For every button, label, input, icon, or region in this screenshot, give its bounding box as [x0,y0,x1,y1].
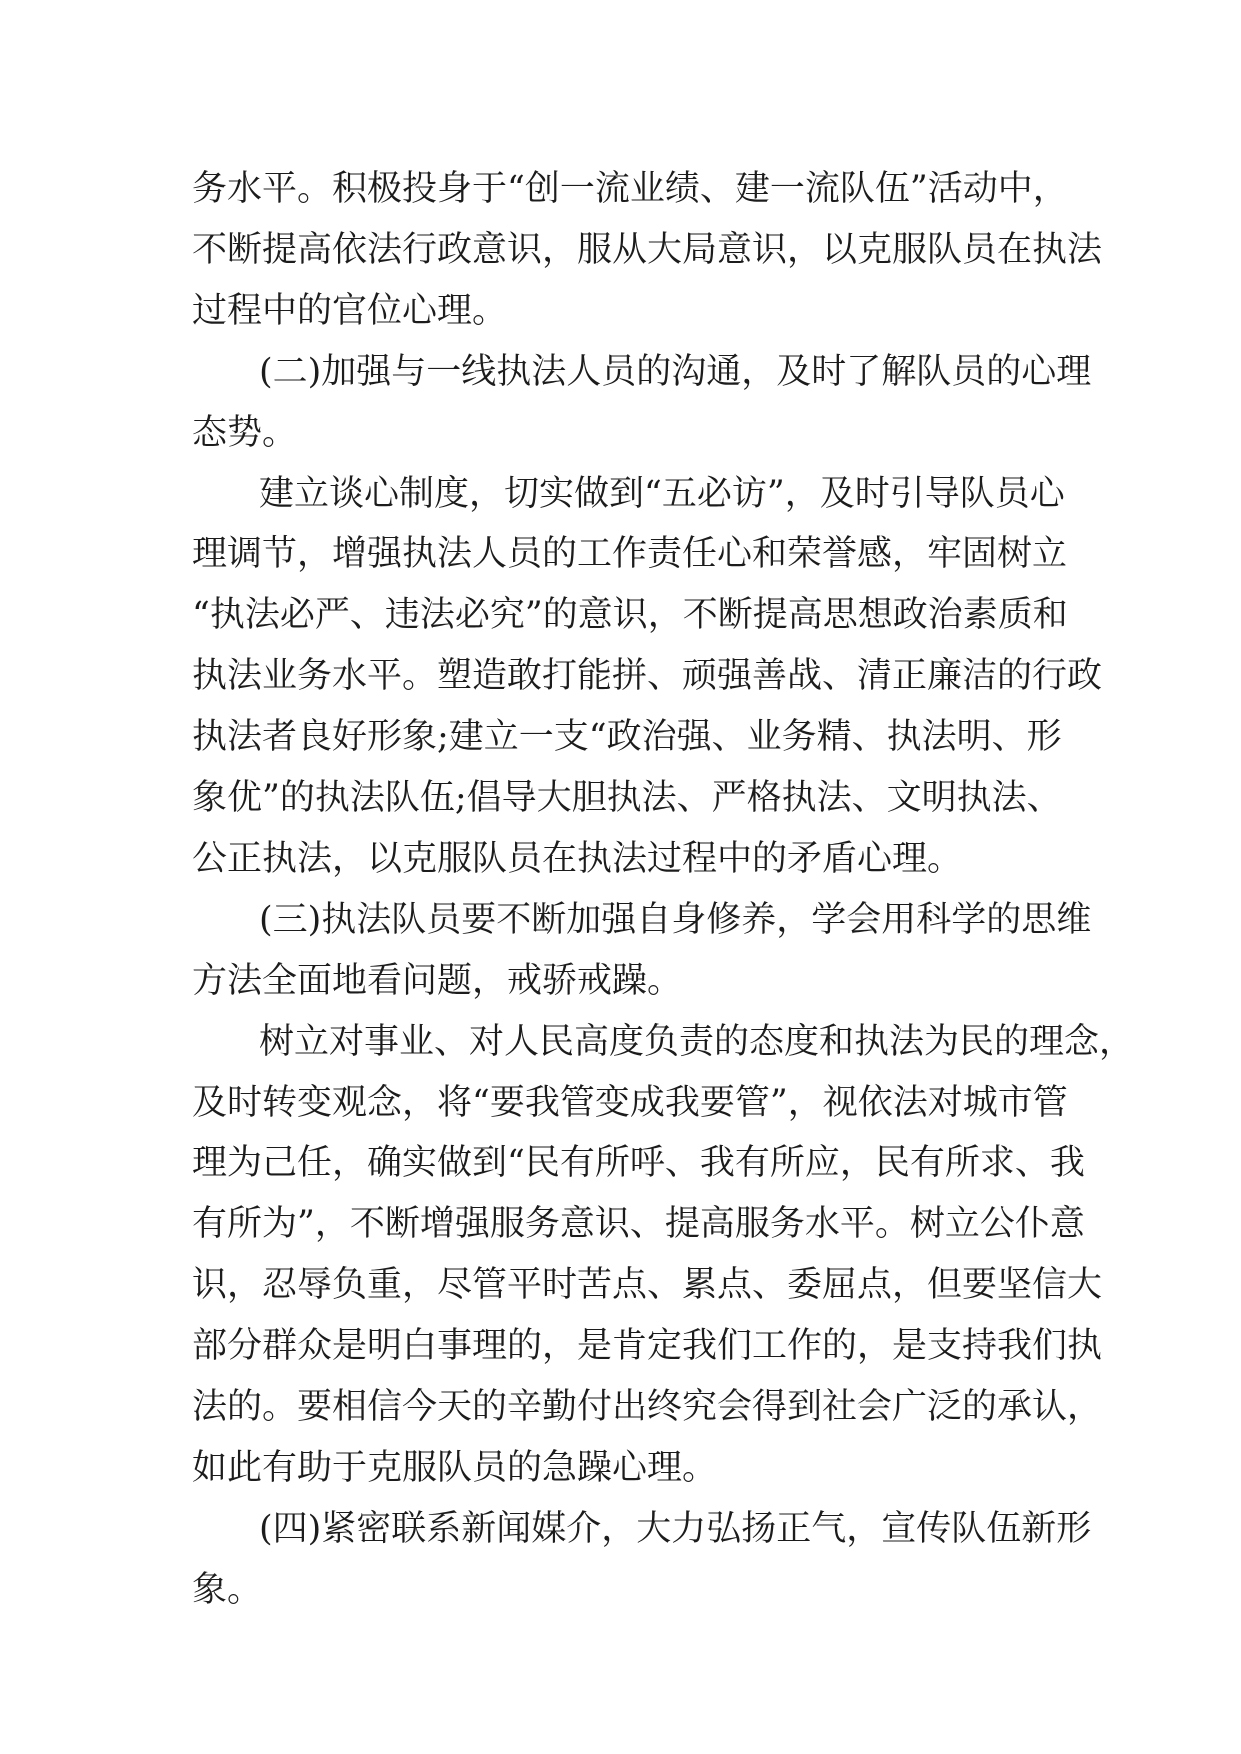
text-line: 务水平。积极投身于“创一流业绩、建一流队伍”活动中， [192,169,1068,209]
text-line: 有所为”，不断增强服务意识、提高服务水平。树立公仆意 [192,1204,1085,1245]
text-line: 及时转变观念，将“要我管变成我要管”，视依法对城市管 [192,1082,1068,1123]
text-line: 方法全面地看问题，戒骄戒躁。 [192,960,683,1001]
text-line: “执法必严、违法必究”的意识，不断提高思想政治素质和 [192,595,1068,636]
text-line: 识，忍辱负重，尽管平时苦点、累点、委屈点，但要坚信大 [192,1265,1103,1306]
text-line: 态势。 [192,412,298,453]
text-line: 部分群众是明白事理的，是肯定我们工作的，是支持我们执 [192,1326,1103,1367]
text-line: 如此有助于克服队员的急躁心理。 [192,1447,718,1488]
text-line: 理为己任，确实做到“民有所呼、我有所应，民有所求、我 [192,1143,1085,1184]
text-line: 执法者良好形象;建立一支“政治强、业务精、执法明、形 [192,717,1062,758]
text-line: 不断提高依法行政意识，服从大局意识，以克服队员在执法 [192,229,1103,270]
text-line: 执法业务水平。塑造敢打能拼、顽强善战、清正廉洁的行政 [192,656,1103,697]
text-line: 象优”的执法队伍;倡导大胆执法、严格执法、文明执法、 [192,778,1062,818]
text-line: 理调节，增强执法人员的工作责任心和荣誉感，牢固树立 [192,534,1068,575]
text-line: (四)紧密联系新闻媒介，大力弘扬正气，宣传队伍新形 [259,1508,1092,1549]
text-line: 过程中的官位心理。 [192,290,508,331]
text-line: 公正执法，以克服队员在执法过程中的矛盾心理。 [192,838,963,879]
text-line: 树立对事业、对人民高度负责的态度和执法为民的理念， [259,1021,1135,1062]
text-line: 象。 [192,1569,263,1610]
text-line: (三)执法队员要不断加强自身修养，学会用科学的思维 [259,899,1092,940]
text-line: (二)加强与一线执法人员的沟通，及时了解队员的心理 [259,351,1092,392]
text-line: 法的。要相信今天的辛勤付出终究会得到社会广泛的承认， [192,1387,1103,1427]
text-line: 建立谈心制度，切实做到“五必访”，及时引导队员心 [259,473,1065,514]
